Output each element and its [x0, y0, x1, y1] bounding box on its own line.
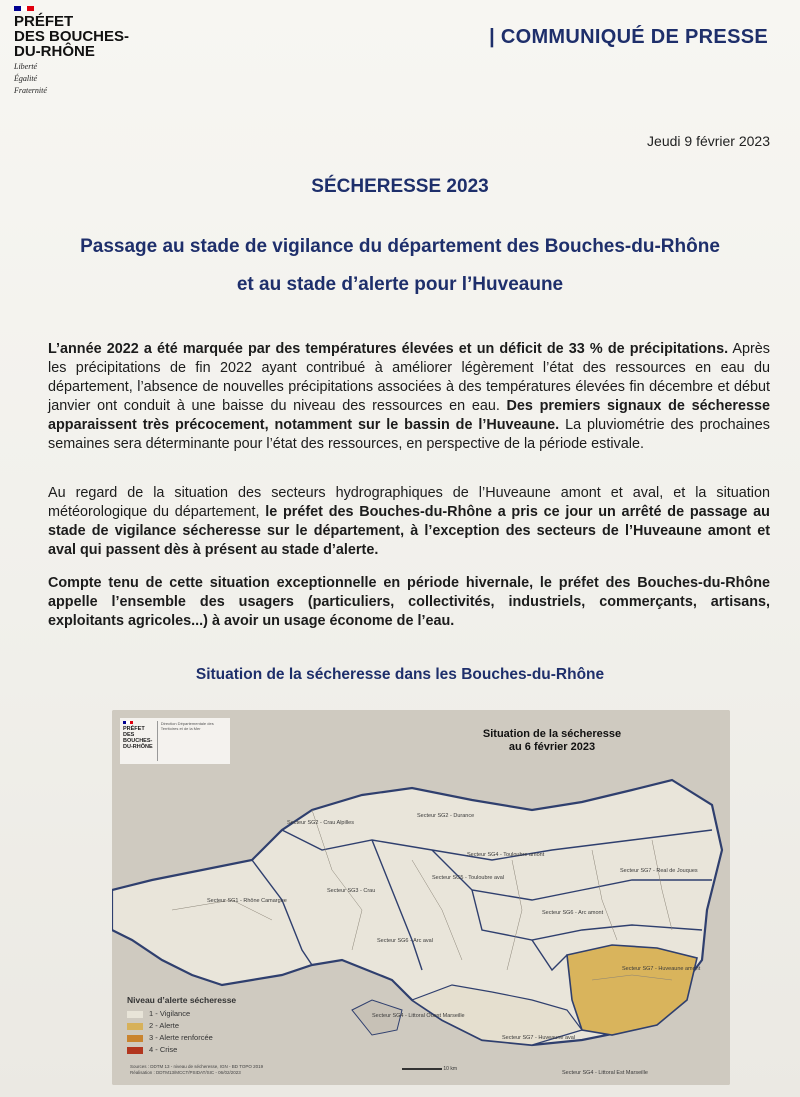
- motto-3: Fraternité: [14, 86, 47, 95]
- map-flag-icon: [123, 721, 133, 724]
- sector-label: Secteur SG4 - Touloubre amont: [467, 852, 545, 858]
- paragraph-1-body: Après les précipitations de fin 2022 ayant contribué à améliorer légèrement l’état des ressources en eau du département, l’absence de nouvelles précipitations associées à des températures élevées fin décembre et début janvier ont conduit à une baisse du niveau des ressources en eau.: [48, 341, 771, 414]
- sector-label: Secteur SG5 - Touloubre aval: [432, 875, 505, 881]
- paragraph-2-bold: le préfet des Bouches-du-Rhône a pris ce jour un arrêté de passage au stade de vigilance sécheresse sur le département, à l’exception des secteurs de l’Huveaune amont et aval qui passent dès à présent au stade d’alerte.: [48, 504, 770, 558]
- sector-label: Secteur SG6 - Arc aval: [377, 938, 433, 944]
- map-title-line-1: Situation de la sécheresse: [482, 728, 622, 740]
- sector-label: Secteur SG2 - Durance: [417, 813, 475, 819]
- map-sources: [130, 1064, 263, 1076]
- sector-label: Secteur SG2 - Crau Alpilles: [287, 820, 354, 826]
- logo-line-2: DES BOUCHES-: [14, 28, 130, 45]
- motto-1: Liberté: [14, 62, 38, 71]
- map-legend: [127, 994, 236, 1056]
- sector-label: Secteur SG4 - Littoral Est Marseille: [562, 1070, 648, 1076]
- legend-item: [127, 1032, 236, 1044]
- paragraph-2-body: Au regard de la situation des secteurs hydrographiques de l’Huveaune amont et aval, et la situation météorologique du département,: [48, 485, 770, 520]
- map-logo-line-1: PRÉFET: [123, 726, 145, 732]
- sector-label: Secteur SG1 - Rhône Camargue: [207, 898, 287, 904]
- legend-label: 4 - Crise: [149, 1045, 178, 1054]
- page-title: SÉCHERESSE 2023: [311, 176, 489, 197]
- page-subtitle: Passage au stade de vigilance du département des Bouches-du-Rhône et au stade d’alerte pour l’Huveaune: [80, 236, 720, 295]
- motto-2: Égalité: [14, 74, 38, 83]
- sector-label: Secteur SG6 - Arc amont: [542, 910, 604, 916]
- sector-label: Secteur SG7 - Real de Jouques: [620, 868, 698, 874]
- document-type: | COMMUNIQUÉ DE PRESSE: [489, 26, 768, 48]
- paragraph-1-lead: L’année 2022 a été marquée par des températures élevées et un déficit de 33 % de précipitations.: [48, 341, 729, 357]
- logo-line-1: PRÉFET: [14, 13, 74, 30]
- logo-line-3: DU-RHÔNE: [14, 43, 95, 60]
- paragraph-1-bold: Des premiers signaux de sécheresse apparaissent très précocement, notamment sur le bassin de l’Huveaune.: [48, 398, 770, 433]
- release-date: Jeudi 9 février 2023: [647, 133, 770, 149]
- map-scale-label: 10 km: [443, 1066, 458, 1072]
- paragraph-3-text: Compte tenu de cette situation exceptionnelle en période hivernale, le préfet des Bouches-du-Rhône appelle l’ensemble des usagers (particuliers, collectivités, industriels, commerçants, artisans, exploitants agricoles...) à avoir un usage économe de l’eau.: [48, 575, 770, 629]
- sector-label: Secteur SG4 - Littoral Ouest Marseille: [372, 1013, 465, 1019]
- prefecture-logo: [14, 6, 129, 95]
- legend-title: Niveau d’alerte sécheresse: [127, 995, 237, 1005]
- map-logo-line-2: DES BOUCHES-: [123, 732, 153, 744]
- map-logo-line-3: DU-RHÔNE: [123, 744, 153, 750]
- legend-item: [127, 1020, 236, 1032]
- legend-label: 3 - Alerte renforcée: [149, 1033, 213, 1042]
- sector-label: Secteur SG7 - Huveaune aval: [502, 1035, 576, 1041]
- legend-swatch: [127, 1035, 143, 1042]
- legend-item: [127, 1044, 236, 1056]
- legend-swatch: [127, 1023, 143, 1030]
- marianne-flag-icon: [14, 6, 34, 11]
- paragraph-1-tail: La pluviométrie des prochaines semaines sera déterminante pour l’état des ressources, en perspective de la période estivale.: [48, 417, 770, 452]
- map-source-line-1: Sources : DDTM 13 - niveau de sécheresse, IGN - BD TOPO 2019: [130, 1064, 264, 1069]
- paragraph-2: [48, 484, 770, 560]
- map-title: [472, 728, 632, 754]
- legend-item: [127, 1008, 236, 1020]
- map-scale: [402, 1066, 457, 1072]
- map-section-title: Situation de la sécheresse dans les Bouches-du-Rhône: [195, 666, 605, 683]
- drought-map: [112, 710, 730, 1085]
- paragraph-3: [48, 574, 770, 631]
- map-logo: [120, 718, 230, 764]
- sector-label: Secteur SG3 - Crau: [327, 888, 376, 894]
- map-source-line-2: Réalisation : DDTM13/MCCT/PSIDAT/SIC - 06/02/2023: [130, 1070, 241, 1075]
- sector-label: Secteur SG7 - Huveaune amont: [622, 966, 701, 972]
- legend-label: 1 - Vigilance: [149, 1009, 191, 1018]
- paragraph-1: [48, 340, 770, 454]
- legend-label: 2 - Alerte: [149, 1021, 180, 1030]
- legend-swatch: [127, 1011, 143, 1018]
- legend-swatch: [127, 1047, 143, 1054]
- map-title-line-2: au 6 février 2023: [508, 741, 596, 753]
- map-logo-subtitle: Direction Départementale des Territoires et de la Mer: [157, 721, 227, 761]
